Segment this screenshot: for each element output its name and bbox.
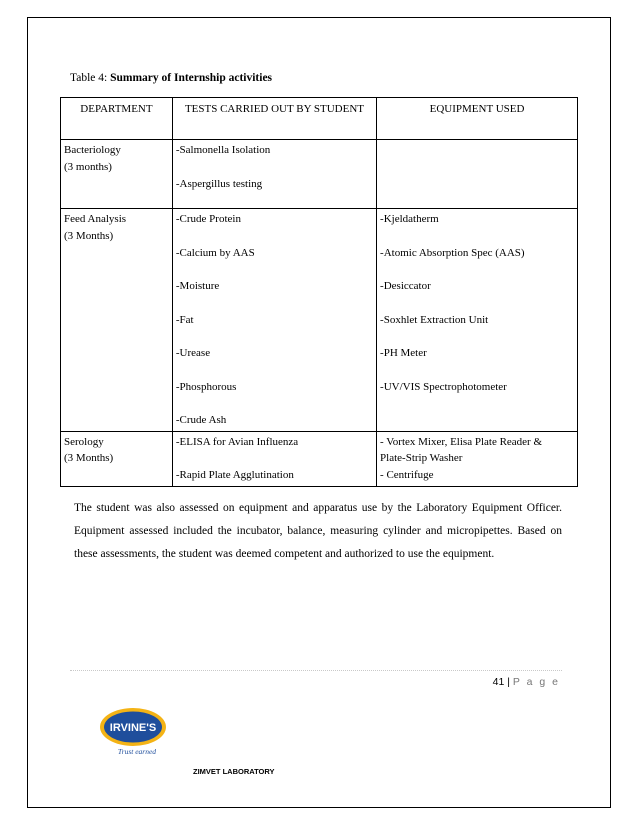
tests-cell: [172, 431, 376, 486]
department-name: Feed Analysis: [64, 213, 127, 225]
page-number-separator: |: [507, 676, 510, 688]
test-item: -Urease: [175, 347, 211, 359]
test-item: -ELISA for Avian Influenza: [175, 435, 299, 448]
page-label: P a g e: [512, 676, 560, 688]
page-number: [493, 676, 560, 688]
department-name: Bacteriology: [64, 144, 121, 156]
equipment-item: -Soxhlet Extraction Unit: [380, 313, 489, 326]
table-caption: [70, 72, 272, 84]
lab-name: ZIMVET LABORATORY: [193, 767, 275, 776]
logo-text: IRVINE'S: [109, 722, 157, 734]
test-item: -Fat: [175, 313, 194, 326]
department-cell: [61, 140, 173, 209]
equipment-item: -PH Meter: [380, 347, 427, 359]
caption-title: Summary of Internship activities: [110, 72, 273, 84]
equipment-cell: [377, 209, 578, 432]
footer-divider: [70, 670, 562, 671]
equipment-item: -Desiccator: [380, 280, 431, 292]
caption-prefix: Table 4:: [70, 72, 108, 84]
logo-tagline: Trust earned: [117, 747, 157, 756]
department-duration: (3 Months): [64, 229, 114, 242]
department-duration: (3 Months): [64, 452, 114, 464]
equipment-item: - Centrifuge: [380, 468, 434, 481]
table-row: [61, 140, 578, 209]
test-item: -Phosphorous: [175, 380, 237, 393]
test-item: -Calcium by AAS: [175, 246, 255, 259]
equipment-item: -Atomic Absorption Spec (AAS): [380, 246, 525, 259]
header-department: DEPARTMENT: [61, 98, 173, 140]
test-item: -Aspergillus testing: [175, 177, 263, 190]
test-item: -Crude Ash: [175, 414, 227, 426]
page-number-value: 41: [492, 676, 505, 688]
irvines-logo: [97, 705, 169, 757]
test-item: -Crude Protein: [175, 213, 241, 225]
equipment-cell: [377, 431, 578, 486]
test-item: -Rapid Plate Agglutination: [175, 469, 294, 481]
table-row: [61, 209, 578, 432]
equipment-item: -UV/VIS Spectrophotometer: [380, 380, 507, 393]
equipment-item: Plate-Strip Washer: [380, 452, 463, 464]
header-tests: TESTS CARRIED OUT BY STUDENT: [172, 98, 376, 140]
test-item: -Salmonella Isolation: [175, 144, 271, 156]
equipment-item: - Vortex Mixer, Elisa Plate Reader &: [380, 435, 543, 448]
equipment-item: -Kjeldatherm: [380, 213, 439, 225]
table-row: [61, 431, 578, 486]
assessment-paragraph: The student was also assessed on equipment and apparatus use by the Laboratory Equipment Officer. Equipment assessed included the incubator, balance, measuring cylinder and micropipettes. Based on these assessments, the student was deemed competent and authorized to use the equipment.: [74, 502, 562, 560]
test-item: -Moisture: [175, 280, 220, 292]
equipment-cell: [377, 140, 578, 209]
department-duration: (3 months): [64, 160, 112, 173]
department-cell: [61, 209, 173, 432]
header-equipment: EQUIPMENT USED: [377, 98, 578, 140]
tests-cell: [172, 140, 376, 209]
tests-cell: [172, 209, 376, 432]
department-cell: [61, 431, 173, 486]
internship-summary-table: [60, 97, 578, 487]
department-name: Serology: [64, 435, 104, 448]
